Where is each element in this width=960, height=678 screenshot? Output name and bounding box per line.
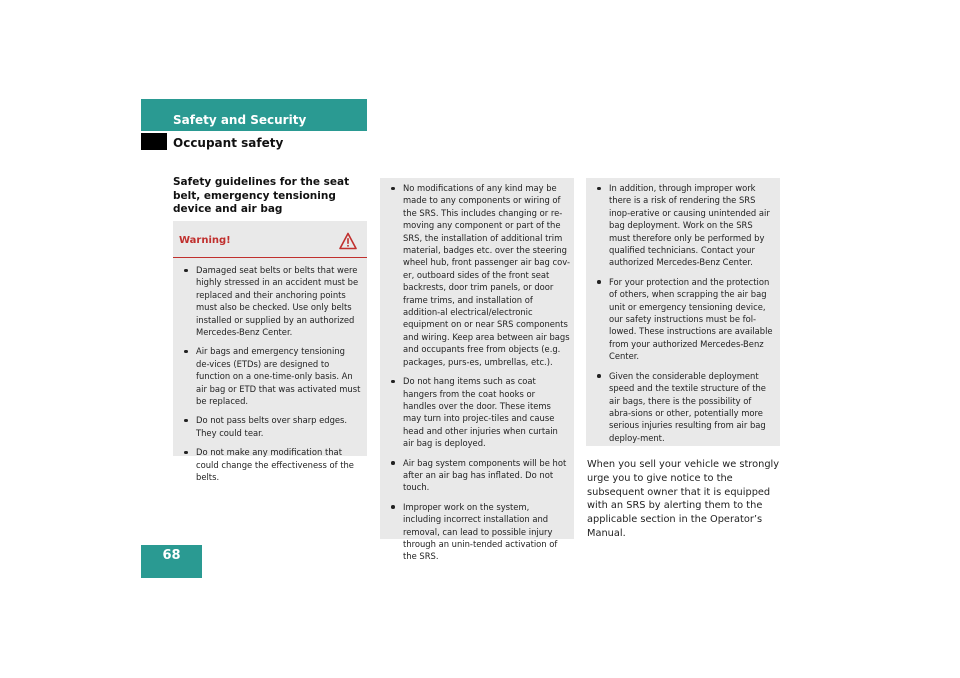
list-item: Do not pass belts over sharp edges. They could tear. (179, 414, 361, 439)
warning-divider (173, 257, 367, 258)
right-list (592, 182, 776, 451)
warning-list (179, 264, 361, 491)
middle-warning-box (380, 178, 574, 562)
warning-triangle-icon (339, 232, 357, 250)
list-item: Air bags and emergency tensioning de-vices (ETDs) are designed to function on a one-time-only basis. An air bag or ETD that was activated must be replaced. (179, 345, 361, 407)
list-item: No modifications of any kind may be made to any components or wiring of the SRS. This includes changing or re-moving any component or part of the SRS, the installation of additional trim material, badges etc. over the steering wheel hub, front passenger air bag cov-er, outboard sides of the front seat backrests, door trim panels, or door frame trims, and installation of addition-al electrical/electronic equipment on or near SRS components and wiring. Keep area between air bags and occupants free from objects (e.g. packages, purs-es, umbrellas, etc.). (386, 182, 570, 368)
body-paragraph: When you sell your vehicle we strongly urge you to give notice to the subsequent owner that it is equipped with an SRS by alerting them to the applicable section in the Operator’s Manual. (587, 459, 780, 539)
list-item: Damaged seat belts or belts that were highly stressed in an accident must be replaced and their anchoring points must also be checked. Use only belts installed or supplied by an authorized Mercedes-Benz Center. (179, 264, 361, 338)
section-marker (141, 133, 167, 150)
section-title: Safety and Security (173, 113, 307, 127)
guidelines-heading: Safety guidelines for the seat belt, emergency tensioning device and air bag (173, 176, 350, 215)
list-item: Do not hang items such as coat hangers from the coat hooks or handles over the door. These items may turn into projec-tiles and cause head and other injuries when curtain air bag is deployed. (386, 375, 570, 449)
list-item: Do not make any modification that could change the effectiveness of the belts. (179, 446, 361, 483)
list-item: Air bag system components will be hot after an air bag has inflated. Do not touch. (386, 457, 570, 494)
warning-heading: Warning! (179, 235, 231, 246)
warning-box (173, 221, 367, 483)
list-item: For your protection and the protection of others, when scrapping the air bag unit or emergency tensioning device, our safety instructions must be fol-lowed. These instructions are available from your authorized Mercedes-Benz Center. (592, 276, 776, 363)
right-warning-box (586, 178, 780, 446)
middle-list (386, 182, 570, 570)
list-item: Given the considerable deployment speed and the textile structure of the air bags, there is the possibility of abra-sions or other, potentially more serious injuries resulting from air bag deploy-ment. (592, 370, 776, 444)
subsection-title: Occupant safety (173, 136, 284, 150)
page-number: 68 (162, 548, 181, 563)
list-item: In addition, through improper work there is a risk of rendering the SRS inop-erative or causing unintended air bag deployment. Work on the SRS must therefore only be performed by qualified technicians. Contact your authorized Mercedes-Benz Center. (592, 182, 776, 269)
list-item: Improper work on the system, including incorrect installation and removal, can lead to possible injury through an unin-tended activation of the SRS. (386, 501, 570, 563)
